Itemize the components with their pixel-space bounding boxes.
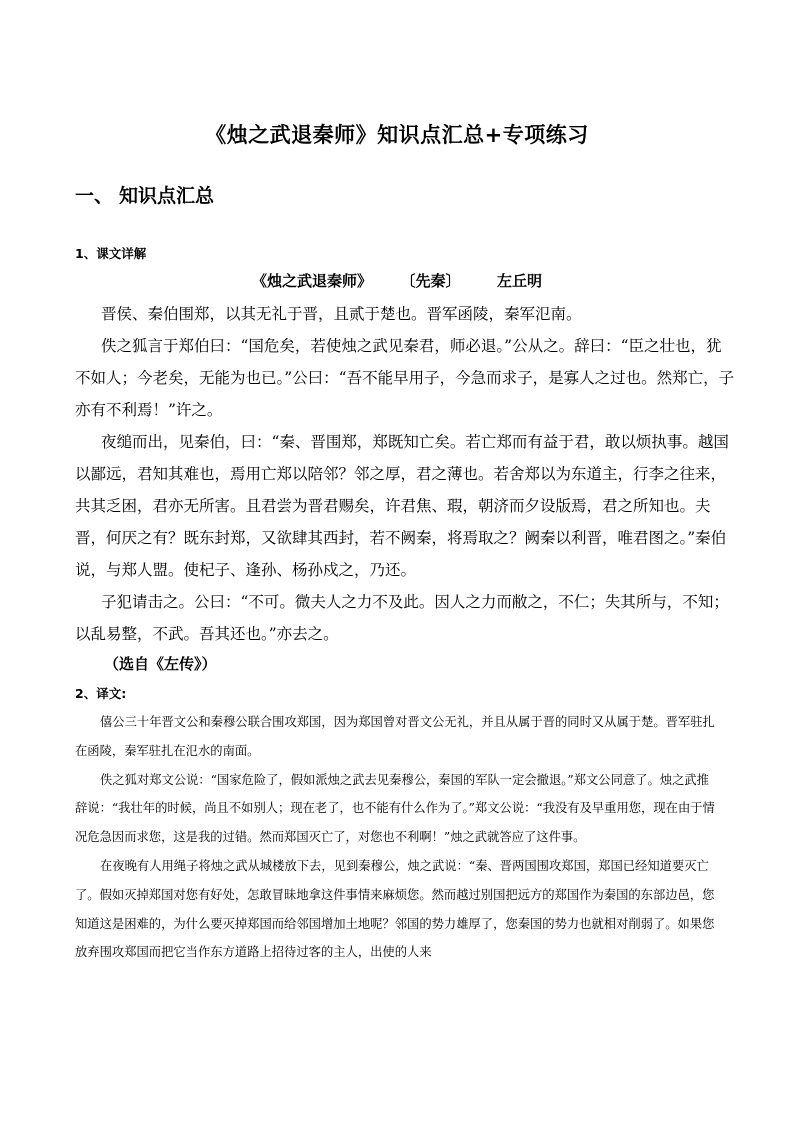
translation-paragraph: 僖公三十年晋文公和秦穆公联合围攻郑国，因为郑国曾对晋文公无礼，并且从属于晋的同时又从属于楚。晋军驻扎在函陵，秦军驻扎在氾水的南面。: [75, 715, 715, 758]
classical-paragraph: 夜缒而出，见秦伯，曰：“秦、晋围郑，郑既知亡矣。若亡郑而有益于君，敢以烦执事。越国以鄙远，君知其难也，焉用亡郑以陪邻？邻之厚，君之薄也。若舍郑以为东道主，行李之往来，共其乏困，君亦无所害。且君尝为晋君赐矣，许君焦、瑕，朝济而夕设版焉，君之所知也。夫晋，何厌之有？既东封郑，又欲肆其西封，若不阙秦，将焉取之？阙秦以利晋，唯君图之。”秦伯说，与郑人盟。使杞子、逢孙、杨孙戍之，乃还。: [75, 433, 729, 579]
document-title: 《烛之武退秦师》知识点汇总+专项练习: [205, 123, 589, 147]
classical-text: [75, 298, 735, 650]
translation-text: [75, 708, 719, 967]
classical-paragraph: 子犯请击之。公曰：“不可。微夫人之力不及此。因人之力而敝之，不仁；失其所与，不知；以乱易整，不武。吾其还也。”亦去之。: [75, 593, 729, 643]
section-heading: [75, 181, 214, 208]
source-note: （选自《左传》）: [104, 655, 217, 673]
text-author: 左丘明: [496, 272, 542, 290]
text-heading: [0, 270, 794, 291]
classical-paragraph: 晋侯、秦伯围郑，以其无礼于晋，且贰于楚也。晋军函陵，秦军氾南。: [101, 305, 582, 323]
text-title: 《烛之武退秦师》: [252, 272, 373, 290]
classical-paragraph: 佚之狐言于郑伯曰：“国危矣，若使烛之武见秦君，师必退。”公从之。辞曰：“臣之壮也，犹不如人；今老矣，无能为也已。”公曰：“吾不能早用子，今急而求子，是寡人之过也。然郑亡，子亦有不利焉！”许之。: [75, 337, 735, 419]
subsection-label-text-explanation: 1、课文详解: [75, 246, 147, 261]
translation-paragraph: 在夜晚有人用绳子将烛之武从城楼放下去，见到秦穆公，烛之武说：“秦、晋两国围攻郑国，郑国已经知道要灭亡了。假如灭掉郑国对您有好处，怎敢冒昧地拿这件事情来麻烦您。然而越过别国把远方的郑国作为秦国的东部边邑，您知道这是困难的，为什么要灭掉郑国而给邻国增加土地呢？邻国的势力雄厚了，您秦国的势力也就相对削弱了。如果您放弃围攻郑国而把它当作东方道路上招待过客的主人，出使的人来: [75, 858, 715, 960]
translation-paragraph: 佚之狐对郑文公说：“国家危险了，假如派烛之武去见秦穆公，秦国的军队一定会撤退。”郑文公同意了。烛之武推辞说：“我壮年的时候，尚且不如别人；现在老了，也不能有什么作为了。”郑文公说：“我没有及早重用您，现在由于情况危急因而求您，这是我的过错。然而郑国灭亡了，对您也不利啊！”烛之武就答应了这件事。: [75, 772, 715, 845]
section-number: 一、: [75, 185, 114, 207]
section-title: 知识点汇总: [119, 185, 215, 207]
text-dynasty: 〔先秦〕: [400, 272, 461, 290]
subsection-label-translation: 2、译文:: [75, 686, 127, 701]
